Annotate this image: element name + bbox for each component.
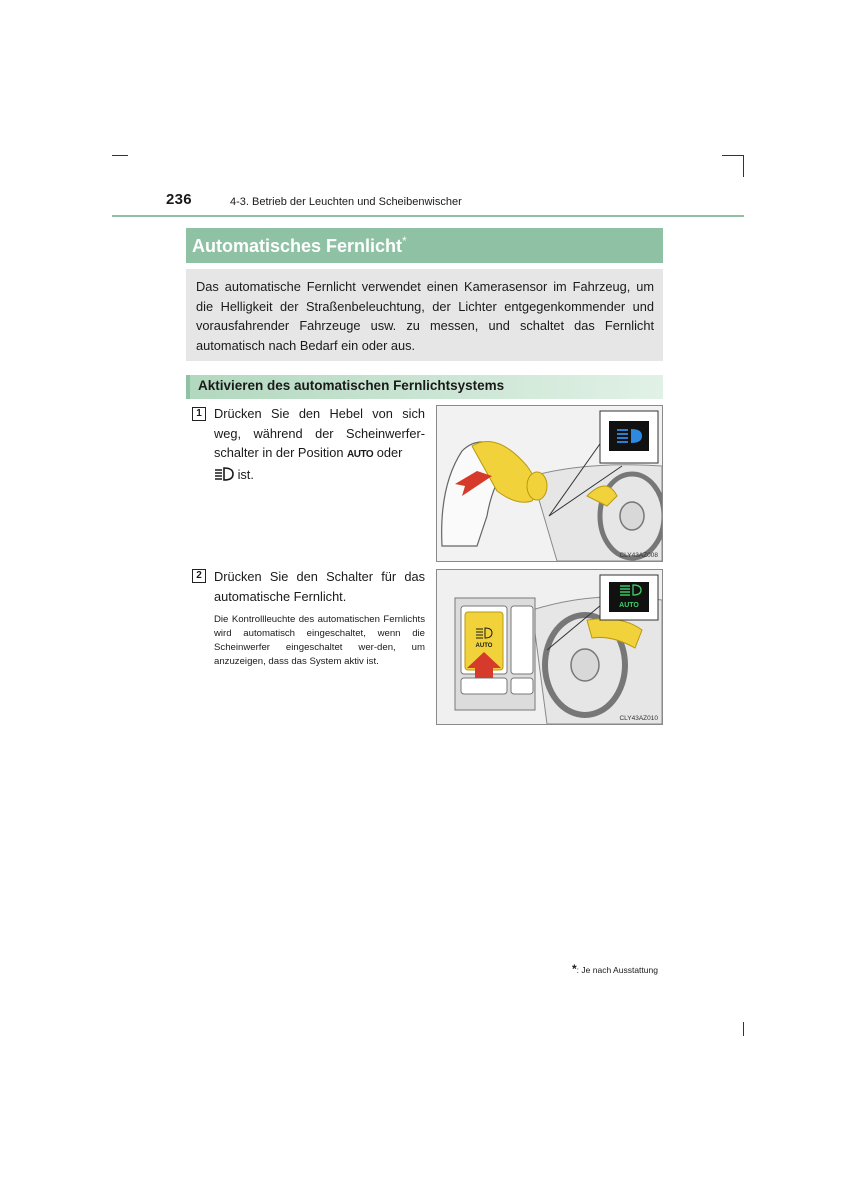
running-header: 4-3. Betrieb der Leuchten und Scheibenwischer [230, 196, 462, 208]
auto-position-label: AUTO [347, 449, 374, 460]
headlight-icon [214, 467, 234, 487]
crop-mark-bottom-right [743, 1022, 744, 1036]
step-2-note: Die Kontrollleuchte des automatischen Fernlichts wird automatisch eingeschaltet, wenn die Scheinwerfer eingeschaltet wer-den, um anzuzeigen, dass das System aktiv ist. [214, 614, 425, 667]
crop-mark-top-right-h [722, 155, 744, 156]
step-1-text-mid: oder [376, 445, 403, 460]
subsection-title: Aktivieren des automatischen Fernlichtsystems [198, 378, 505, 393]
header-rule [112, 215, 744, 217]
section-title-mark: * [402, 234, 407, 248]
crop-mark-top-left [112, 155, 128, 156]
crop-mark-top-right-v [743, 155, 744, 177]
switch-panel [455, 598, 535, 710]
footnote-mark: * [572, 962, 577, 976]
step-1-text-after: ist. [237, 466, 254, 482]
illustration-switch [436, 569, 663, 725]
subsection-bar [186, 375, 663, 399]
illustration-code-2: CLY43AZ010 [619, 715, 658, 722]
step-2-text: Drücken Sie den Schalter für das automatische Fernlicht. [214, 569, 425, 604]
page-number: 236 [166, 191, 192, 208]
step-number-1: 1 [192, 407, 206, 421]
illustration-code-1: CLY43AZ008 [619, 552, 658, 559]
section-title [192, 234, 407, 257]
switch-auto-label: AUTO [475, 643, 493, 649]
illustration-lever [436, 405, 663, 562]
step-number-2: 2 [192, 569, 206, 583]
callout-panel-1 [600, 411, 658, 463]
callout-panel-2 [600, 575, 658, 620]
indicator-auto-label: AUTO [619, 602, 639, 609]
step-1-text-before: Drücken Sie den Hebel von sich weg, während der Scheinwerfer-schalter in der Position [214, 406, 425, 460]
section-title-bar [186, 228, 663, 263]
footnote [572, 962, 658, 976]
section-title-text: Automatisches Fernlicht [192, 236, 403, 256]
step-1-text [214, 404, 425, 486]
footnote-text: : Je nach Ausstattung [576, 965, 658, 975]
intro-box: Das automatische Fernlicht verwendet einen Kamerasensor im Fahrzeug, um die Helligkeit der Straßenbeleuchtung, der Lichter entgegenkommender und vorausfahrender Fahrzeuge usw. zu messen, und schaltet das Fernlicht automatisch nach Bedarf ein oder aus. [186, 269, 663, 361]
